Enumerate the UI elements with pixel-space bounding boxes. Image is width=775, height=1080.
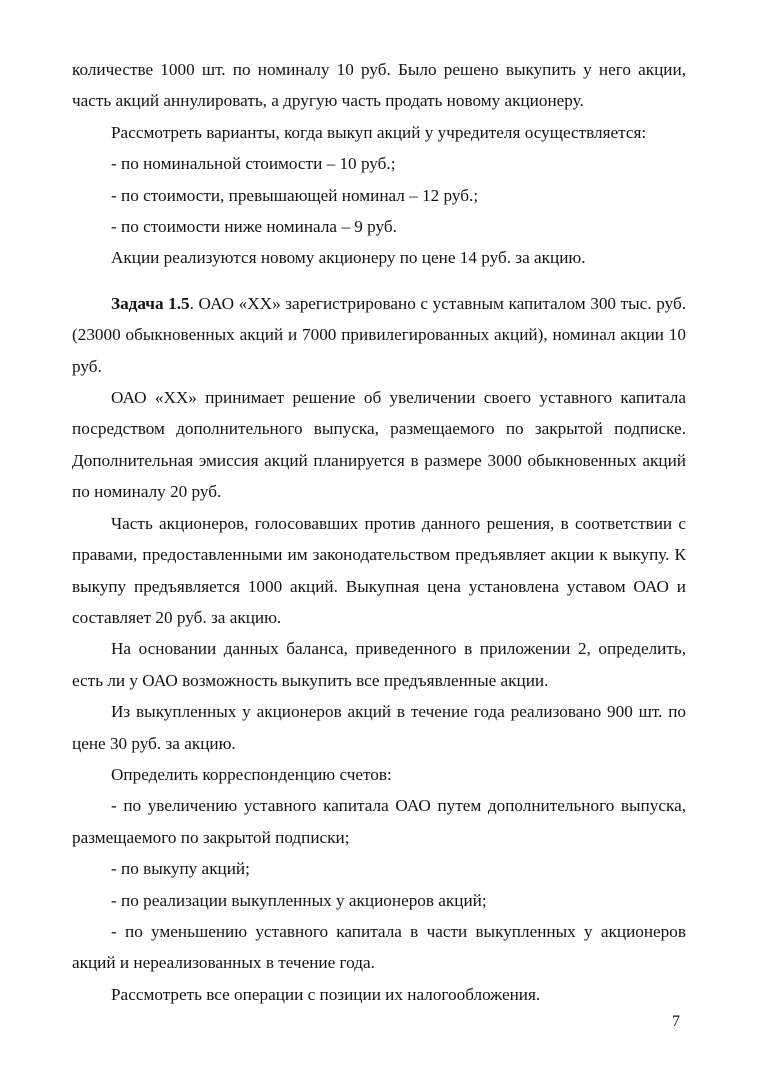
paragraph-balance: На основании данных баланса, приведенного в приложении 2, определить, есть ли у ОАО возможность выкупить все предъявленные акции.: [72, 639, 686, 690]
list-item-nominal: - по номинальной стоимости – 10 руб.;: [111, 154, 396, 174]
list-item-buyback: - по выкупу акций;: [111, 859, 250, 879]
list-item-capital-decrease: - по уменьшению уставного капитала в части выкупленных у акционеров акций и нереализованных в течение года.: [72, 921, 686, 973]
paragraph-sale-price: Акции реализуются новому акционеру по цене 14 руб. за акцию.: [111, 248, 586, 268]
task-heading-paragraph: [72, 288, 686, 382]
list-item-capital-increase: - по увеличению уставного капитала ОАО путем дополнительного выпуска, размещаемого по закрытой подписки;: [72, 796, 686, 847]
paragraph-taxation: Рассмотреть все операции с позиции их налогообложения.: [111, 984, 541, 1004]
paragraph-accounts-intro: Определить корреспонденцию счетов:: [111, 764, 392, 784]
list-item-resale: - по реализации выкупленных у акционеров акций;: [111, 890, 487, 910]
paragraph-shareholders: Часть акционеров, голосовавших против данного решения, в соответствии с правами, предоставленными им законодательством предъявляет акции к выкупу. К выкупу предъявляется 1000 акций. Выкупная цена установлена уставом ОАО и составляет 20 руб. за акцию.: [72, 513, 686, 627]
paragraph-continuation: количестве 1000 шт. по номиналу 10 руб. Было решено выкупить у него акции, часть акций аннулировать, а другую часть продать новому акционеру.: [72, 60, 686, 111]
list-item-below-nominal: - по стоимости ниже номинала – 9 руб.: [111, 217, 397, 237]
task-label: Задача 1.5: [111, 293, 190, 313]
task-text: . ОАО «ХХ» зарегистрировано с уставным капиталом 300 тыс. руб. (23000 обыкновенных акций и 7000 привилегированных акций), номинал акции 10 руб.: [72, 293, 686, 376]
paragraph-decision: ОАО «ХХ» принимает решение об увеличении своего уставного капитала посредством дополнительного выпуска, размещаемого по закрытой подписке. Дополнительная эмиссия акций планируется в размере 3000 обыкновенных акций по номиналу 20 руб.: [72, 388, 686, 502]
paragraph-variants-intro: Рассмотреть варианты, когда выкуп акций у учредителя осуществляется:: [111, 122, 647, 142]
paragraph-sold-shares: Из выкупленных у акционеров акций в течение года реализовано 900 шт. по цене 30 руб. за акцию.: [72, 702, 686, 753]
list-item-above-nominal: - по стоимости, превышающей номинал – 12 руб.;: [111, 185, 479, 205]
page-number: 7: [672, 1013, 680, 1030]
page-body: [72, 54, 686, 1010]
